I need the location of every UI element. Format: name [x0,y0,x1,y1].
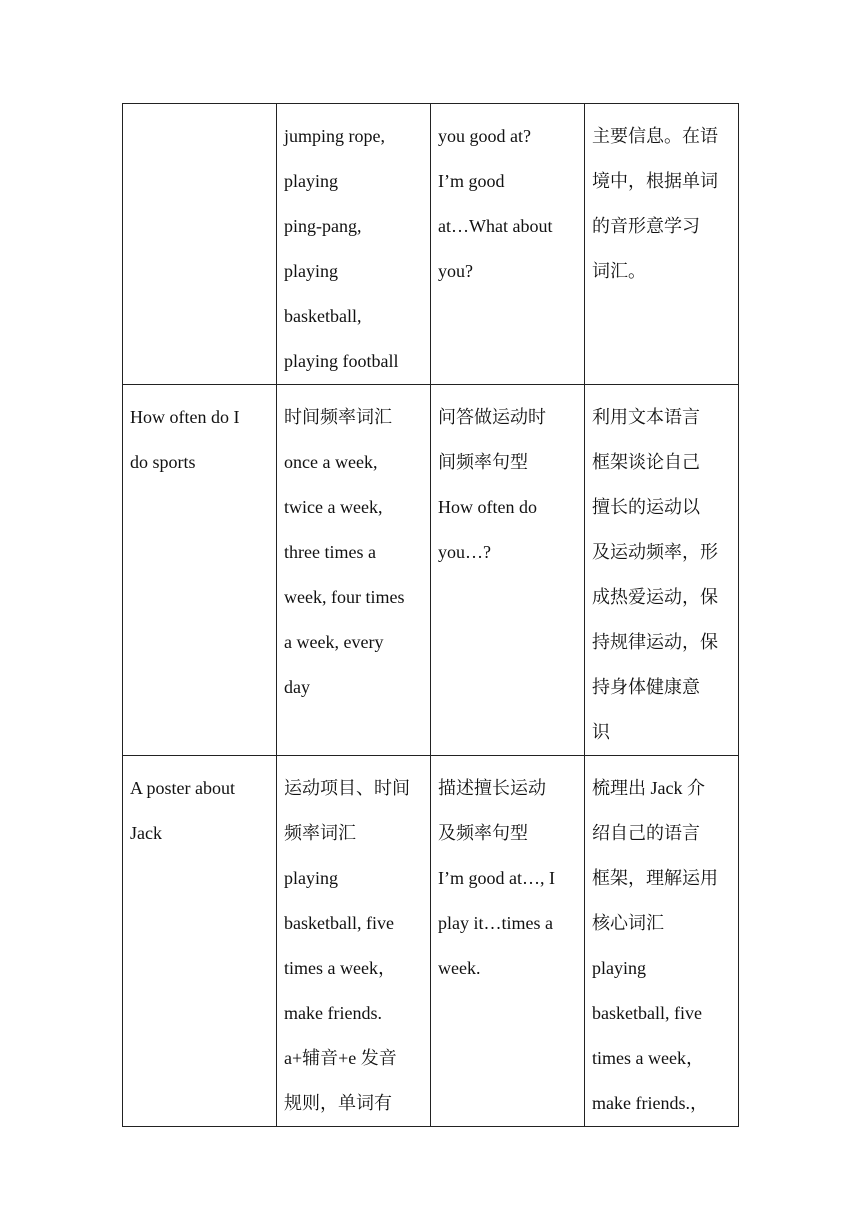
cell-text-line: you? [438,261,473,281]
cell-text-line: play it…times a [438,913,553,933]
cell-text-line: 成热爱运动，保 [592,587,718,607]
cell-text-line: playing [284,261,338,281]
table-row [123,756,739,1127]
cell-text-line: you…? [438,542,491,562]
cell-text-line: 运动项目、时间 [284,778,410,798]
cell-text-line: a+辅音+e 发音 [284,1048,397,1068]
cell-text-line: 及频率句型 [438,823,528,843]
cell-text-line: times a week， [592,1048,704,1068]
cell-text-line: jumping rope, [284,126,385,146]
cell-text-line: 梳理出 Jack 介 [592,778,705,798]
cell-text-line: make friends. [284,1003,382,1023]
objective-cell [585,756,739,1127]
cell-text-line: I’m good [438,171,505,191]
table-row [123,104,739,385]
vocabulary-cell [277,104,431,385]
cell-text-line: once a week, [284,452,378,472]
cell-text-line: 持规律运动，保 [592,632,718,652]
cell-text-line: a week, every [284,632,384,652]
cell-text-line: 的音形意学习 [592,216,700,236]
sentence-pattern-cell [431,104,585,385]
cell-text-line: 绍自己的语言 [592,823,700,843]
cell-text-line: 间频率句型 [438,452,528,472]
sentence-pattern-cell [431,756,585,1127]
cell-text-line: How often do [438,497,537,517]
cell-text-line: 时间频率词汇 [284,407,392,427]
cell-text-line: A poster about [130,778,235,798]
cell-text-line: 利用文本语言 [592,407,700,427]
cell-text-line: basketball, five [592,1003,702,1023]
cell-text-line: 境中，根据单词 [592,171,718,191]
cell-text-line: ping-pang, [284,216,362,236]
cell-text-line: 及运动频率，形 [592,542,718,562]
cell-text-line: How often do I [130,407,240,427]
cell-text-line: week. [438,958,481,978]
cell-text-line: 主要信息。在语 [592,126,718,146]
topic-cell [123,385,277,756]
cell-text-line: 描述擅长运动 [438,778,546,798]
lesson-plan-table [122,103,739,1127]
cell-text-line: do sports [130,452,196,472]
cell-text-line: 框架，理解运用 [592,868,718,888]
cell-text-line: basketball, five [284,913,394,933]
topic-cell [123,104,277,385]
table-row [123,385,739,756]
cell-text-line: day [284,677,310,697]
cell-text-line: 持身体健康意 [592,677,700,697]
cell-text-line: 词汇。 [592,261,646,281]
cell-text-line: playing [284,171,338,191]
cell-text-line: 频率词汇 [284,823,356,843]
cell-text-line: basketball, [284,306,362,326]
cell-text-line: 擅长的运动以 [592,497,700,517]
cell-text-line: 核心词汇 [592,913,664,933]
cell-text-line: week, four times [284,587,405,607]
cell-text-line: 框架谈论自己 [592,452,700,472]
cell-text-line: three times a [284,542,376,562]
vocabulary-cell [277,756,431,1127]
cell-text-line: 识 [592,722,610,742]
cell-text-line: 问答做运动时 [438,407,546,427]
cell-text-line: at…What about [438,216,553,236]
cell-text-line: 规则，单词有 [284,1093,392,1113]
cell-text-line: playing [592,958,646,978]
cell-text-line: you good at? [438,126,531,146]
topic-cell [123,756,277,1127]
cell-text-line: playing [284,868,338,888]
cell-text-line: Jack [130,823,162,843]
table-body [123,104,739,1127]
objective-cell [585,104,739,385]
cell-text-line: I’m good at…, I [438,868,555,888]
cell-text-line: make friends.， [592,1093,708,1113]
vocabulary-cell [277,385,431,756]
cell-text-line: twice a week, [284,497,383,517]
cell-text-line: times a week， [284,958,396,978]
objective-cell [585,385,739,756]
cell-text-line: playing football [284,351,399,371]
sentence-pattern-cell [431,385,585,756]
